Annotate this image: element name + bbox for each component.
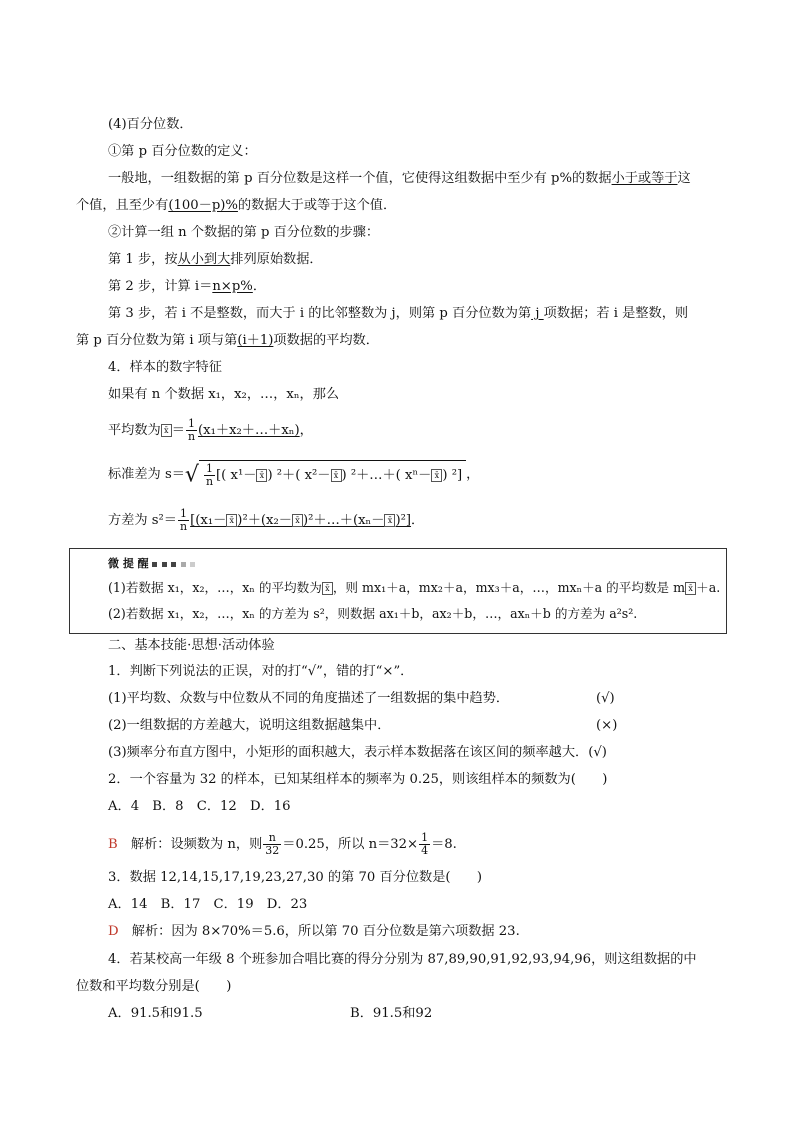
expression-part: [(x₁－ (190, 513, 227, 528)
step-3-line-2 (76, 332, 379, 350)
expression: ) ²＋( x²－ (267, 468, 331, 483)
text: 项数据；若 i 是整数，则 (543, 306, 689, 321)
numerator: 1 (178, 508, 189, 521)
question-2-options: A．4 B．8 C．12 D．16 (108, 799, 291, 814)
expression: ) ²＋…＋( xⁿ－ (341, 468, 432, 483)
denominator: n (180, 520, 188, 533)
fraction (419, 832, 430, 857)
blank-answer: 小于或等于 (611, 171, 678, 186)
text: (1)若数据 x₁，x₂，…，xₙ 的平均数为 (108, 580, 322, 595)
section-4-intro: 如果有 n 个数据 x₁，x₂，…，xₙ，那么 (108, 387, 340, 402)
question-3: 3．数据 12,14,15,17,19,23,27,30 的第 70 百分位数是( ) (108, 870, 483, 885)
text: 第 3 步，若 i 不是整数，而大于 i 的比邻整数为 j，则第 p 百分位数为第 (108, 306, 532, 321)
q1-answer-2: (×) (596, 718, 618, 733)
step-1 (108, 251, 323, 269)
q1-answer-1: (√) (596, 691, 615, 706)
text: ＝8. (431, 837, 457, 852)
radicand (199, 460, 466, 489)
question-1: 1．判断下列说法的正误，对的打“√”，错的打“×”． (108, 664, 414, 679)
answer-key: B (108, 837, 118, 852)
part-2-heading: 二、基本技能·思想·活动体验 (108, 638, 275, 653)
xbar-symbol: x̄ (226, 514, 237, 527)
text: 第 p 百分位数为第 i 项与第 (76, 333, 238, 348)
percentile-heading: (4)百分位数． (108, 117, 193, 132)
numerator: 1 (421, 831, 429, 844)
tip-title (108, 555, 195, 573)
answer-key: D (108, 924, 119, 939)
text: 一般地，一组数据的第 p 百分位数是这样一个值，它使得这组数据中至少有 p%的数据 (108, 171, 612, 186)
label: 方差为 s²＝ (108, 513, 177, 528)
expression (190, 513, 411, 528)
text: ，则 mx₁＋a，mx₂＋a，mx₃＋a，…，mxₙ＋a 的平均数是 m (332, 580, 686, 595)
denominator: 32 (265, 844, 280, 857)
text: 解析：因为 8×70%＝5.6，所以第 70 百分位数是第六项数据 23. (118, 924, 520, 939)
definition-line-2 (76, 197, 396, 215)
definition-line-1 (108, 170, 691, 188)
step-3-line-1 (108, 305, 688, 323)
blank-answer: n×p% (212, 279, 253, 294)
blank-answer: j (531, 306, 544, 321)
text: 个值，且至少有 (76, 198, 169, 213)
text: 第 2 步，计算 i＝ (108, 279, 213, 294)
text: 项数据的平均数． (273, 333, 379, 348)
question-3-solution (108, 923, 520, 941)
text: ． (252, 279, 267, 294)
expression-part: )²＋…＋(xₙ－ (302, 513, 385, 528)
expression: (x₁＋x₂＋…＋xₙ) (198, 423, 300, 438)
fraction (178, 508, 189, 533)
numerator: 1 (186, 418, 197, 431)
variance-formula: 方差为 s²＝ $\frac{1}{n}$ [(x₁－ x̄ )²＋(x₂－ x̄ )²＋…＋(xₙ－ x̄ )²]． (108, 507, 425, 533)
mean-formula: 平均数为 x̄ ＝ $\frac{1}{n}$ (x₁＋x₂＋…＋xₙ)， (108, 417, 313, 443)
sqrt-symbol: √ $\frac{1}{n}$ [( x¹－ x̄ ) ²＋( x²－ x̄ ) ²＋…＋( xⁿ－ x̄ ) ²] (185, 460, 466, 489)
expression: [( x¹－ (216, 468, 257, 483)
text: 的数据大于或等于这个值． (237, 198, 397, 213)
xbar-symbol: x̄ (431, 469, 442, 482)
tip-dots-icon (152, 557, 195, 570)
fraction (186, 418, 197, 443)
q1-statement-2: (2)一组数据的方差越大，说明这组数据越集中． (108, 718, 391, 733)
xbar-symbol: x̄ (384, 514, 395, 527)
tip-title-text: 微 提 醒 (108, 557, 149, 570)
xbar-symbol: x̄ (292, 514, 303, 527)
tip-line-2: (2)若数据 x₁，x₂，…，xₙ 的方差为 s²，则数据 ax₁＋b，ax₂＋b，…，axₙ＋b 的方差为 a²s². (108, 606, 638, 621)
step-2 (108, 278, 266, 296)
expression-part: )²＋(x₂－ (237, 513, 292, 528)
text: 排列原始数据． (230, 252, 323, 267)
numerator: 1 (204, 463, 215, 476)
question-4-option-b: B．91.5和92 (350, 1006, 433, 1021)
std-formula: 标准差为 s＝√ $\frac{1}{n}$ [( x¹－ x̄ ) ²＋( x²－ x̄ ) ²＋…＋( xⁿ－ x̄ ) ²] ， (108, 462, 480, 488)
text: 这 (677, 171, 691, 186)
section-4-heading: 4．样本的数字特征 (108, 360, 222, 375)
text: 第 1 步，按 (108, 252, 178, 267)
q1-statement-1: (1)平均数、众数与中位数从不同的角度描述了一组数据的集中趋势． (108, 691, 510, 706)
question-4-line-2: 位数和平均数分别是( ) (76, 979, 232, 994)
q1-statement-3: (3)频率分布直方图中，小矩形的面积越大，表示样本数据落在该区间的频率越大．(√) (108, 745, 607, 760)
question-4-option-a: A．91.5和91.5 (108, 1006, 203, 1021)
fraction (263, 832, 281, 857)
label: 平均数为 (108, 423, 161, 438)
label: 标准差为 s＝ (108, 467, 185, 482)
text: ＝0.25，所以 n＝32× (282, 837, 419, 852)
blank-answer: 从小到大 (177, 252, 231, 267)
question-2-solution (108, 832, 457, 858)
expression-part: )²] (395, 513, 412, 528)
blank-answer: (i＋1) (237, 333, 274, 348)
text: ＋a. (696, 580, 721, 595)
xbar-symbol: x̄ (331, 469, 342, 482)
denominator: n (205, 475, 214, 488)
question-4-line-1: 4．若某校高一年级 8 个班参加合唱比赛的得分分别为 87,89,90,91,92,93,94,96，则这组数据的中 (108, 952, 697, 967)
expression: ) ²] (442, 468, 463, 483)
denominator: n (187, 430, 196, 443)
xbar-symbol: x̄ (322, 582, 333, 595)
question-2: 2．一个容量为 32 的样本，已知某组样本的频率为 0.25，则该组样本的频数为( ) (108, 772, 608, 787)
tip-line-1 (108, 579, 720, 597)
steps-title: ②计算一组 n 个数据的第 p 百分位数的步骤： (108, 225, 380, 240)
xbar-symbol: x̄ (685, 582, 696, 595)
text: 解析：设频数为 n，则 (117, 837, 263, 852)
percentile-definition-title: ①第 p 百分位数的定义： (108, 144, 257, 159)
xbar-symbol: x̄ (161, 424, 172, 437)
xbar-symbol: x̄ (256, 469, 267, 482)
denominator: 4 (421, 844, 429, 857)
question-3-options: A．14 B．17 C．19 D．23 (108, 897, 308, 912)
blank-answer: (100－p)% (168, 198, 238, 213)
numerator: n (263, 832, 281, 845)
fraction (204, 463, 215, 488)
